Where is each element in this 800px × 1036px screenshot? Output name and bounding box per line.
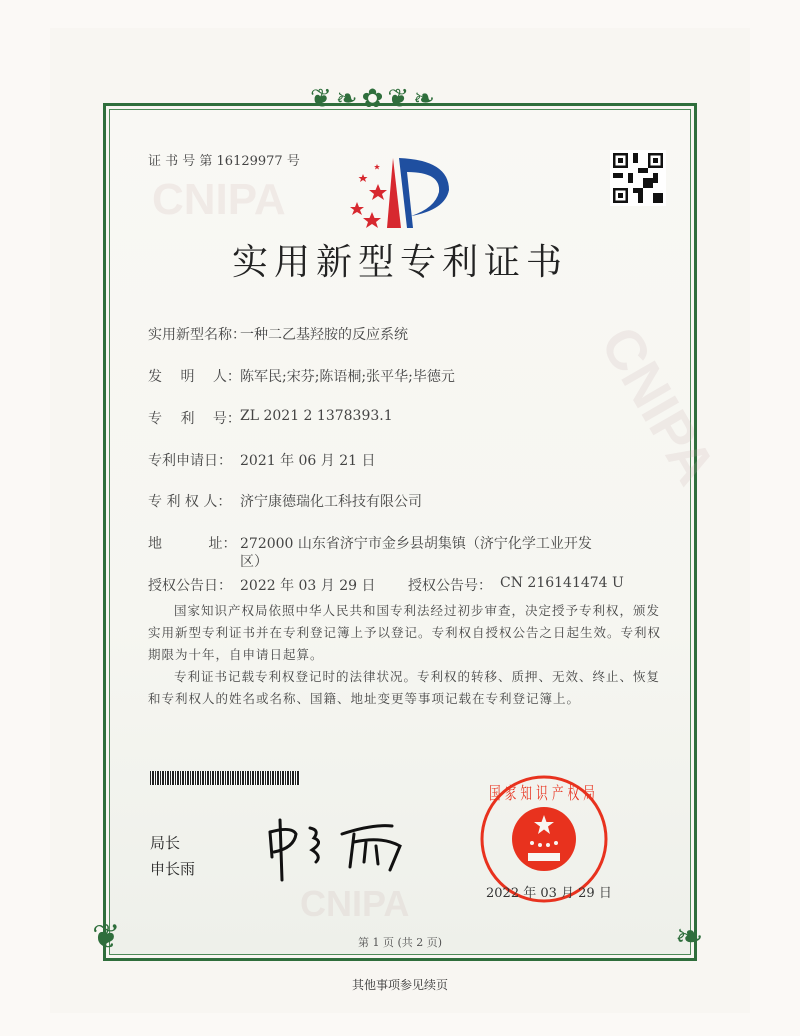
field-label-filing-date: 专利申请日：: [148, 453, 232, 469]
cnipa-logo: [345, 150, 455, 232]
director-name: 申长雨: [150, 860, 196, 878]
director-signature: [262, 812, 422, 882]
page-indicator: 第 1 页 (共 2 页): [357, 936, 443, 949]
field-value-grant-pub-no: CN 216141474 U: [500, 575, 624, 591]
seal-text: 国家知识产权局: [489, 784, 599, 804]
field-label-patentee: 专 利 权 人：: [148, 494, 232, 510]
field-value-grant-date: 2022 年 03 月 29 日: [240, 578, 376, 594]
field-value-patentee: 济宁康德瑞化工科技有限公司: [240, 494, 422, 510]
seal-date: 2022 年 03 月 29 日: [486, 886, 612, 901]
statement-paragraph: 国家知识产权局依照中华人民共和国专利法经过初步审查，决定授予专利权，颁发实用新型专利证书并在专利登记簿上予以登记。专利权自授权公告之日起生效。专利权期限为十年，自申请日起算。: [148, 603, 662, 662]
logo-blue-p: [399, 158, 449, 228]
star-icon: [369, 184, 387, 200]
field-value-inventors: 陈军民;宋芬;陈语桐;张平华;毕德元: [240, 369, 455, 385]
watermark: CNIPA: [588, 316, 729, 495]
star-icon: [363, 212, 381, 228]
watermark: CNIPA: [300, 883, 410, 924]
field-value-filing-date: 2021 年 06 月 21 日: [240, 453, 376, 469]
star-icon: [350, 202, 364, 215]
field-value-address: 272000 山东省济宁市金乡县胡集镇（济宁化学工业开发: [240, 536, 592, 552]
corner-ornament-right: ❧: [675, 917, 704, 957]
field-label-address: 地 址：: [148, 536, 237, 552]
field-label-name: 实用新型名称：: [148, 327, 246, 343]
small-star-icon: [554, 841, 558, 845]
star-icon: [359, 174, 368, 182]
watermark: CNIPA: [152, 175, 286, 224]
continuation-note: 其他事项参见续页: [351, 978, 448, 992]
field-value-address-cont: 区）: [240, 554, 268, 570]
field-label-grant-pub-no: 授权公告号：: [408, 578, 492, 594]
certificate-number: 证 书 号 第 16129977 号: [148, 154, 300, 169]
small-star-icon: [546, 843, 550, 847]
barcode: [150, 771, 300, 785]
field-value-patent-no: ZL 2021 2 1378393.1: [240, 408, 393, 424]
logo-red-bar: [387, 158, 401, 228]
field-label-grant-date: 授权公告日：: [148, 578, 232, 594]
field-label-patent-no: 专 利 号：: [148, 411, 241, 427]
director-title: 局长: [150, 834, 181, 852]
qr-code: [610, 150, 666, 206]
field-value-name: 一种二乙基羟胺的反应系统: [240, 327, 408, 343]
star-icon: [374, 164, 380, 170]
corner-ornament-left: ❦: [92, 917, 121, 957]
small-star-icon: [538, 843, 542, 847]
director-block: [150, 830, 195, 882]
top-ornament: ❦❧✿❦❧: [310, 84, 439, 114]
certificate-title: 实用新型专利证书: [231, 242, 568, 283]
field-label-inventors: 发 明 人：: [148, 369, 241, 385]
statement-paragraph: 专利证书记载专利权登记时的法律状况。专利权的转移、质押、无效、终止、恢复和专利权人的姓名或名称、国籍、地址变更等事项记载在专利登记簿上。: [148, 669, 661, 706]
small-star-icon: [530, 841, 534, 845]
